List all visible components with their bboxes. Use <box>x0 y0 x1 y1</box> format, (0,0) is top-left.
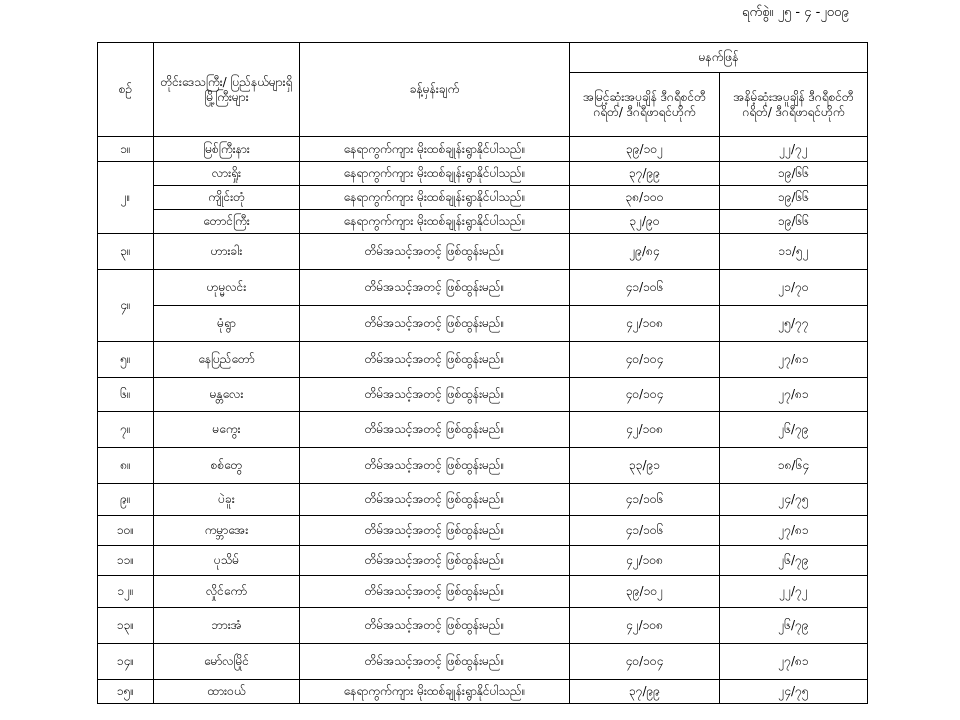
header-forecast: ခန့်မှန်းချက် <box>300 43 570 137</box>
city-name: မြစ်ကြီးနား <box>154 137 300 162</box>
min-temp: ၂၅/၇၇ <box>720 306 868 342</box>
city-name: ဟားခါး <box>154 234 300 270</box>
row-number: ၇။ <box>98 412 154 448</box>
min-temp: ၁၁/၅၂ <box>720 234 868 270</box>
table-row <box>98 644 868 680</box>
table-row <box>98 306 868 342</box>
table-row <box>98 546 868 576</box>
row-number: ၁၅။ <box>98 680 154 704</box>
forecast-text: နေရာကွက်ကျား မိုးထစ်ချုန်းရွာနိုင်ပါသည်။ <box>300 137 570 162</box>
table-row <box>98 484 868 516</box>
max-temp: ၄၂/၁၀၈ <box>570 412 720 448</box>
row-number: ၁၁။ <box>98 546 154 576</box>
min-temp: ၂၂/၇၂ <box>720 137 868 162</box>
row-number: ၁၃။ <box>98 608 154 644</box>
min-temp: ၁၉/၆၆ <box>720 162 868 186</box>
max-temp: ၃၃/၉၁ <box>570 448 720 484</box>
forecast-text: တိမ်အသင့်အတင့် ဖြစ်ထွန်းမည်။ <box>300 644 570 680</box>
city-name: နေပြည်တော် <box>154 342 300 378</box>
min-temp: ၂၇/၈၁ <box>720 516 868 546</box>
table-row <box>98 342 868 378</box>
header-min-temp: အနိမ့်ဆုံးအပူချိန် ဒီဂရီစင်တီဂရိတ်/ ဒီဂရီဖာရင်ဟိုက် <box>720 73 868 137</box>
table-row <box>98 137 868 162</box>
row-number: ၉။ <box>98 484 154 516</box>
table-row <box>98 162 868 186</box>
min-temp: ၂၂/၇၂ <box>720 576 868 608</box>
table-row <box>98 210 868 234</box>
row-number: ၁။ <box>98 137 154 162</box>
forecast-text: တိမ်အသင့်အတင့် ဖြစ်ထွန်းမည်။ <box>300 576 570 608</box>
forecast-text: တိမ်အသင့်အတင့် ဖြစ်ထွန်းမည်။ <box>300 448 570 484</box>
max-temp: ၄၀/၁၀၄ <box>570 342 720 378</box>
max-temp: ၄၂/၁၀၈ <box>570 546 720 576</box>
max-temp: ၄၁/၁၀၆ <box>570 484 720 516</box>
city-name: မကွေး <box>154 412 300 448</box>
min-temp: ၁၉/၆၆ <box>720 186 868 210</box>
forecast-text: တိမ်အသင့်အတင့် ဖြစ်ထွန်းမည်။ <box>300 234 570 270</box>
city-name: ကျိုင်းတုံ <box>154 186 300 210</box>
city-name: ထားဝယ် <box>154 680 300 704</box>
row-number: ၁၂။ <box>98 576 154 608</box>
city-name: မန္တလေး <box>154 378 300 412</box>
row-number: ၂။ <box>98 162 154 234</box>
min-temp: ၂၆/၇၉ <box>720 412 868 448</box>
row-number: ၁၄။ <box>98 644 154 680</box>
table-row <box>98 608 868 644</box>
table-row <box>98 680 868 704</box>
city-name: စစ်တွေ <box>154 448 300 484</box>
city-name: လှိုင်ကော် <box>154 576 300 608</box>
header-region: တိုင်းဒေသကြီး/ ပြည်နယ်များရှိ မြို့ကြီးများ <box>154 43 300 137</box>
weather-forecast-table <box>97 42 868 704</box>
city-name: မုံရွာ <box>154 306 300 342</box>
max-temp: ၃၉/၁၀၂ <box>570 137 720 162</box>
min-temp: ၂၇/၈၁ <box>720 342 868 378</box>
min-temp: ၂၄/၇၅ <box>720 680 868 704</box>
forecast-text: တိမ်အသင့်အတင့် ဖြစ်ထွန်းမည်။ <box>300 484 570 516</box>
max-temp: ၄၀/၁၀၄ <box>570 644 720 680</box>
min-temp: ၁၉/၆၆ <box>720 210 868 234</box>
row-number: ၅။ <box>98 342 154 378</box>
city-name: ကမ္ဘာအေး <box>154 516 300 546</box>
table-row <box>98 576 868 608</box>
max-temp: ၂၉/၈၄ <box>570 234 720 270</box>
forecast-text: တိမ်အသင့်အတင့် ဖြစ်ထွန်းမည်။ <box>300 342 570 378</box>
row-number: ၁၀။ <box>98 516 154 546</box>
min-temp: ၂၇/၈၁ <box>720 378 868 412</box>
row-number: ၈။ <box>98 448 154 484</box>
forecast-text: တိမ်အသင့်အတင့် ဖြစ်ထွန်းမည်။ <box>300 378 570 412</box>
max-temp: ၃၈/၁၀၀ <box>570 186 720 210</box>
min-temp: ၂၄/၇၅ <box>720 484 868 516</box>
city-name: မော်လမြိုင် <box>154 644 300 680</box>
forecast-text: တိမ်အသင့်အတင့် ဖြစ်ထွန်းမည်။ <box>300 270 570 306</box>
row-number: ၆။ <box>98 378 154 412</box>
min-temp: ၂၇/၈၁ <box>720 644 868 680</box>
max-temp: ၃၇/၉၉ <box>570 680 720 704</box>
max-temp: ၄၀/၁၀၄ <box>570 378 720 412</box>
max-temp: ၃၂/၉၀ <box>570 210 720 234</box>
table-row <box>98 234 868 270</box>
table-row <box>98 270 868 306</box>
forecast-text: နေရာကွက်ကျား မိုးထစ်ချုန်းရွာနိုင်ပါသည်။ <box>300 186 570 210</box>
row-number: ၃။ <box>98 234 154 270</box>
forecast-text: တိမ်အသင့်အတင့် ဖြစ်ထွန်းမည်။ <box>300 608 570 644</box>
table-row <box>98 378 868 412</box>
city-name: ဟုမ္မလင်း <box>154 270 300 306</box>
forecast-text: တိမ်အသင့်အတင့် ဖြစ်ထွန်းမည်။ <box>300 412 570 448</box>
forecast-text: နေရာကွက်ကျား မိုးထစ်ချုန်းရွာနိုင်ပါသည်။ <box>300 210 570 234</box>
max-temp: ၄၂/၁၀၈ <box>570 608 720 644</box>
forecast-text: နေရာကွက်ကျား မိုးထစ်ချုန်းရွာနိုင်ပါသည်။ <box>300 162 570 186</box>
table-row <box>98 186 868 210</box>
forecast-text: တိမ်အသင့်အတင့် ဖြစ်ထွန်းမည်။ <box>300 306 570 342</box>
forecast-text: တိမ်အသင့်အတင့် ဖြစ်ထွန်းမည်။ <box>300 546 570 576</box>
row-number: ၄။ <box>98 270 154 342</box>
header-temperature: မနက်ဖြန် <box>570 43 868 73</box>
table-row <box>98 516 868 546</box>
table-row <box>98 448 868 484</box>
min-temp: ၁၈/၆၄ <box>720 448 868 484</box>
max-temp: ၄၂/၁၀၈ <box>570 306 720 342</box>
max-temp: ၄၁/၁၀၆ <box>570 516 720 546</box>
header-max-temp: အမြင့်ဆုံးအပူချိန် ဒီဂရီစင်တီဂရိတ်/ ဒီဂရီဖာရင်ဟိုက် <box>570 73 720 137</box>
forecast-text: နေရာကွက်ကျား မိုးထစ်ချုန်းရွာနိုင်ပါသည်။ <box>300 680 570 704</box>
city-name: ပုသိမ် <box>154 546 300 576</box>
table-row <box>98 412 868 448</box>
report-date: ရက်စွဲ။ ၂၅ - ၄ -၂၀၀၉ <box>742 5 849 20</box>
min-temp: ၂၁/၇၀ <box>720 270 868 306</box>
header-no: စဉ် <box>98 43 154 137</box>
max-temp: ၃၉/၁၀၂ <box>570 576 720 608</box>
city-name: ဘားအံ <box>154 608 300 644</box>
city-name: တောင်ကြီး <box>154 210 300 234</box>
city-name: ပဲခူး <box>154 484 300 516</box>
min-temp: ၂၆/၇၉ <box>720 608 868 644</box>
forecast-text: တိမ်အသင့်အတင့် ဖြစ်ထွန်းမည်။ <box>300 516 570 546</box>
min-temp: ၂၆/၇၉ <box>720 546 868 576</box>
city-name: လားရှိုး <box>154 162 300 186</box>
max-temp: ၃၇/၉၉ <box>570 162 720 186</box>
max-temp: ၄၁/၁၀၆ <box>570 270 720 306</box>
